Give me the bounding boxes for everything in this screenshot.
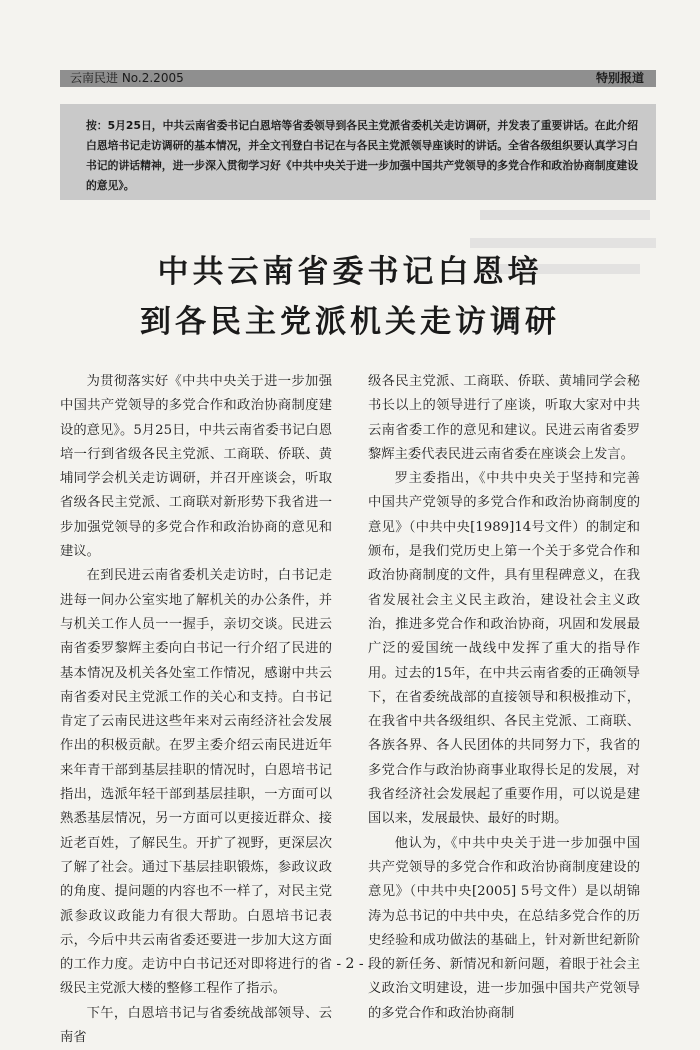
paragraph: 级各民主党派、工商联、侨联、黄埔同学会秘书长以上的领导进行了座谈，听取大家对中共云南省委工作的意见和建议。民进云南省委罗黎辉主委代表民进云南省委在座谈会上发言。 <box>368 374 640 462</box>
editor-note-box <box>60 104 656 200</box>
paragraph: 罗主委指出，《中共中央关于坚持和完善中国共产党领导的多党合作和政治协商制度的意见》（中共中央[1989]14号文件）的制定和颁布，是我们党历史上第一个关于多党合作和政治协商制度的文件，具有里程碑意义，在我省发展社会主义民主政治，建设社会主义政治，推进多党合作和政治协商，巩固和发展最广泛的爱国统一战线中发挥了重大的指导作用。过去的15年，在中共云南省委的正确领导下，在省委统战部的直接领导和积极推动下，在我省中共各级组织、各民主党派、工商联、各族各界、各人民团体的共同努力下，我省的多党合作与政治协商事业取得长足的发展，对我省经济社会发展起了重要作用，可以说是建国以来，发展最快、最好的时期。 <box>368 471 640 827</box>
journal-issue: 云南民进 No.2.2005 <box>70 71 184 85</box>
left-column <box>60 370 332 1050</box>
right-column <box>368 370 640 1026</box>
header-bar <box>60 70 656 87</box>
article-title-line2: 到各民主党派机关走访调研 <box>140 304 560 340</box>
section-label: 特别报道 <box>595 71 644 85</box>
page-number: - 2 - <box>336 956 364 972</box>
article-title-line1: 中共云南省委书记白恩培 <box>157 254 543 290</box>
editor-note: 按：5月25日，中共云南省委书记白恩培等省委领导到各民主党派省委机关走访调研，并发表了重要讲话。在此介绍白恩培书记走访调研的基本情况，并全文刊登白书记在与各民主党派领导座谈时的讲话。全省各级组织要认真学习白书记的讲话精神，进一步深入贯彻学习好《中共中央关于进一步加强中国共产党领导的多党合作和政治协商制度建设的意见》。 <box>86 119 638 192</box>
paragraph: 他认为，《中共中央关于进一步加强中国共产党领导的多党合作和政治协商制度建设的意见》（中共中央[2005] 5号文件）是以胡锦涛为总书记的中共中央，在总结多党合作的历史经验和成功做法的基础上，针对新世纪新阶段的新任务、新情况和新问题，着眼于社会主义政治文明建设，进一步加强中国共产党领导的多党合作和政治协商制 <box>368 835 640 1021</box>
paragraph: 下午，白恩培书记与省委统战部领导、云南省 <box>60 1005 332 1046</box>
paragraph: 在到民进云南省委机关走访时，白书记走进每一间办公室实地了解机关的办公条件，并与机关工作人员一一握手，亲切交谈。民进云南省委罗黎辉主委向白书记一行介绍了民进的基本情况及机关各处室工作情况，感谢中共云南省委对民主党派工作的关心和支持。白书记肯定了云南民进这些年来对云南经济社会发展作出的积极贡献。在罗主委介绍云南民进近年来年青干部到基层挂职的情况时，白恩培书记指出，选派年轻干部到基层挂职，一方面可以熟悉基层情况，另一方面可以更接近群众、接近老百姓，了解民生。开扩了视野，更深层次了解了社会。通过下基层挂职锻炼，参政议政的角度、提问题的内容也不一样了，对民主党派参政议政能力有很大帮助。白恩培书记表示，今后中共云南省委还要进一步加大这方面的工作力度。走访中白书记还对即将进行的省级民主党派大楼的整修工程作了指示。 <box>60 568 332 997</box>
paragraph: 为贯彻落实好《中共中央关于进一步加强中国共产党领导的多党合作和政治协商制度建设的意见》。5月25日，中共云南省委书记白恩培一行到省级各民主党派、工商联、侨联、黄埔同学会机关走访调研，并召开座谈会，听取省级各民主党派、工商联对新形势下我省进一步加强党领导的多党合作和政治协商的意见和建议。 <box>60 374 332 560</box>
